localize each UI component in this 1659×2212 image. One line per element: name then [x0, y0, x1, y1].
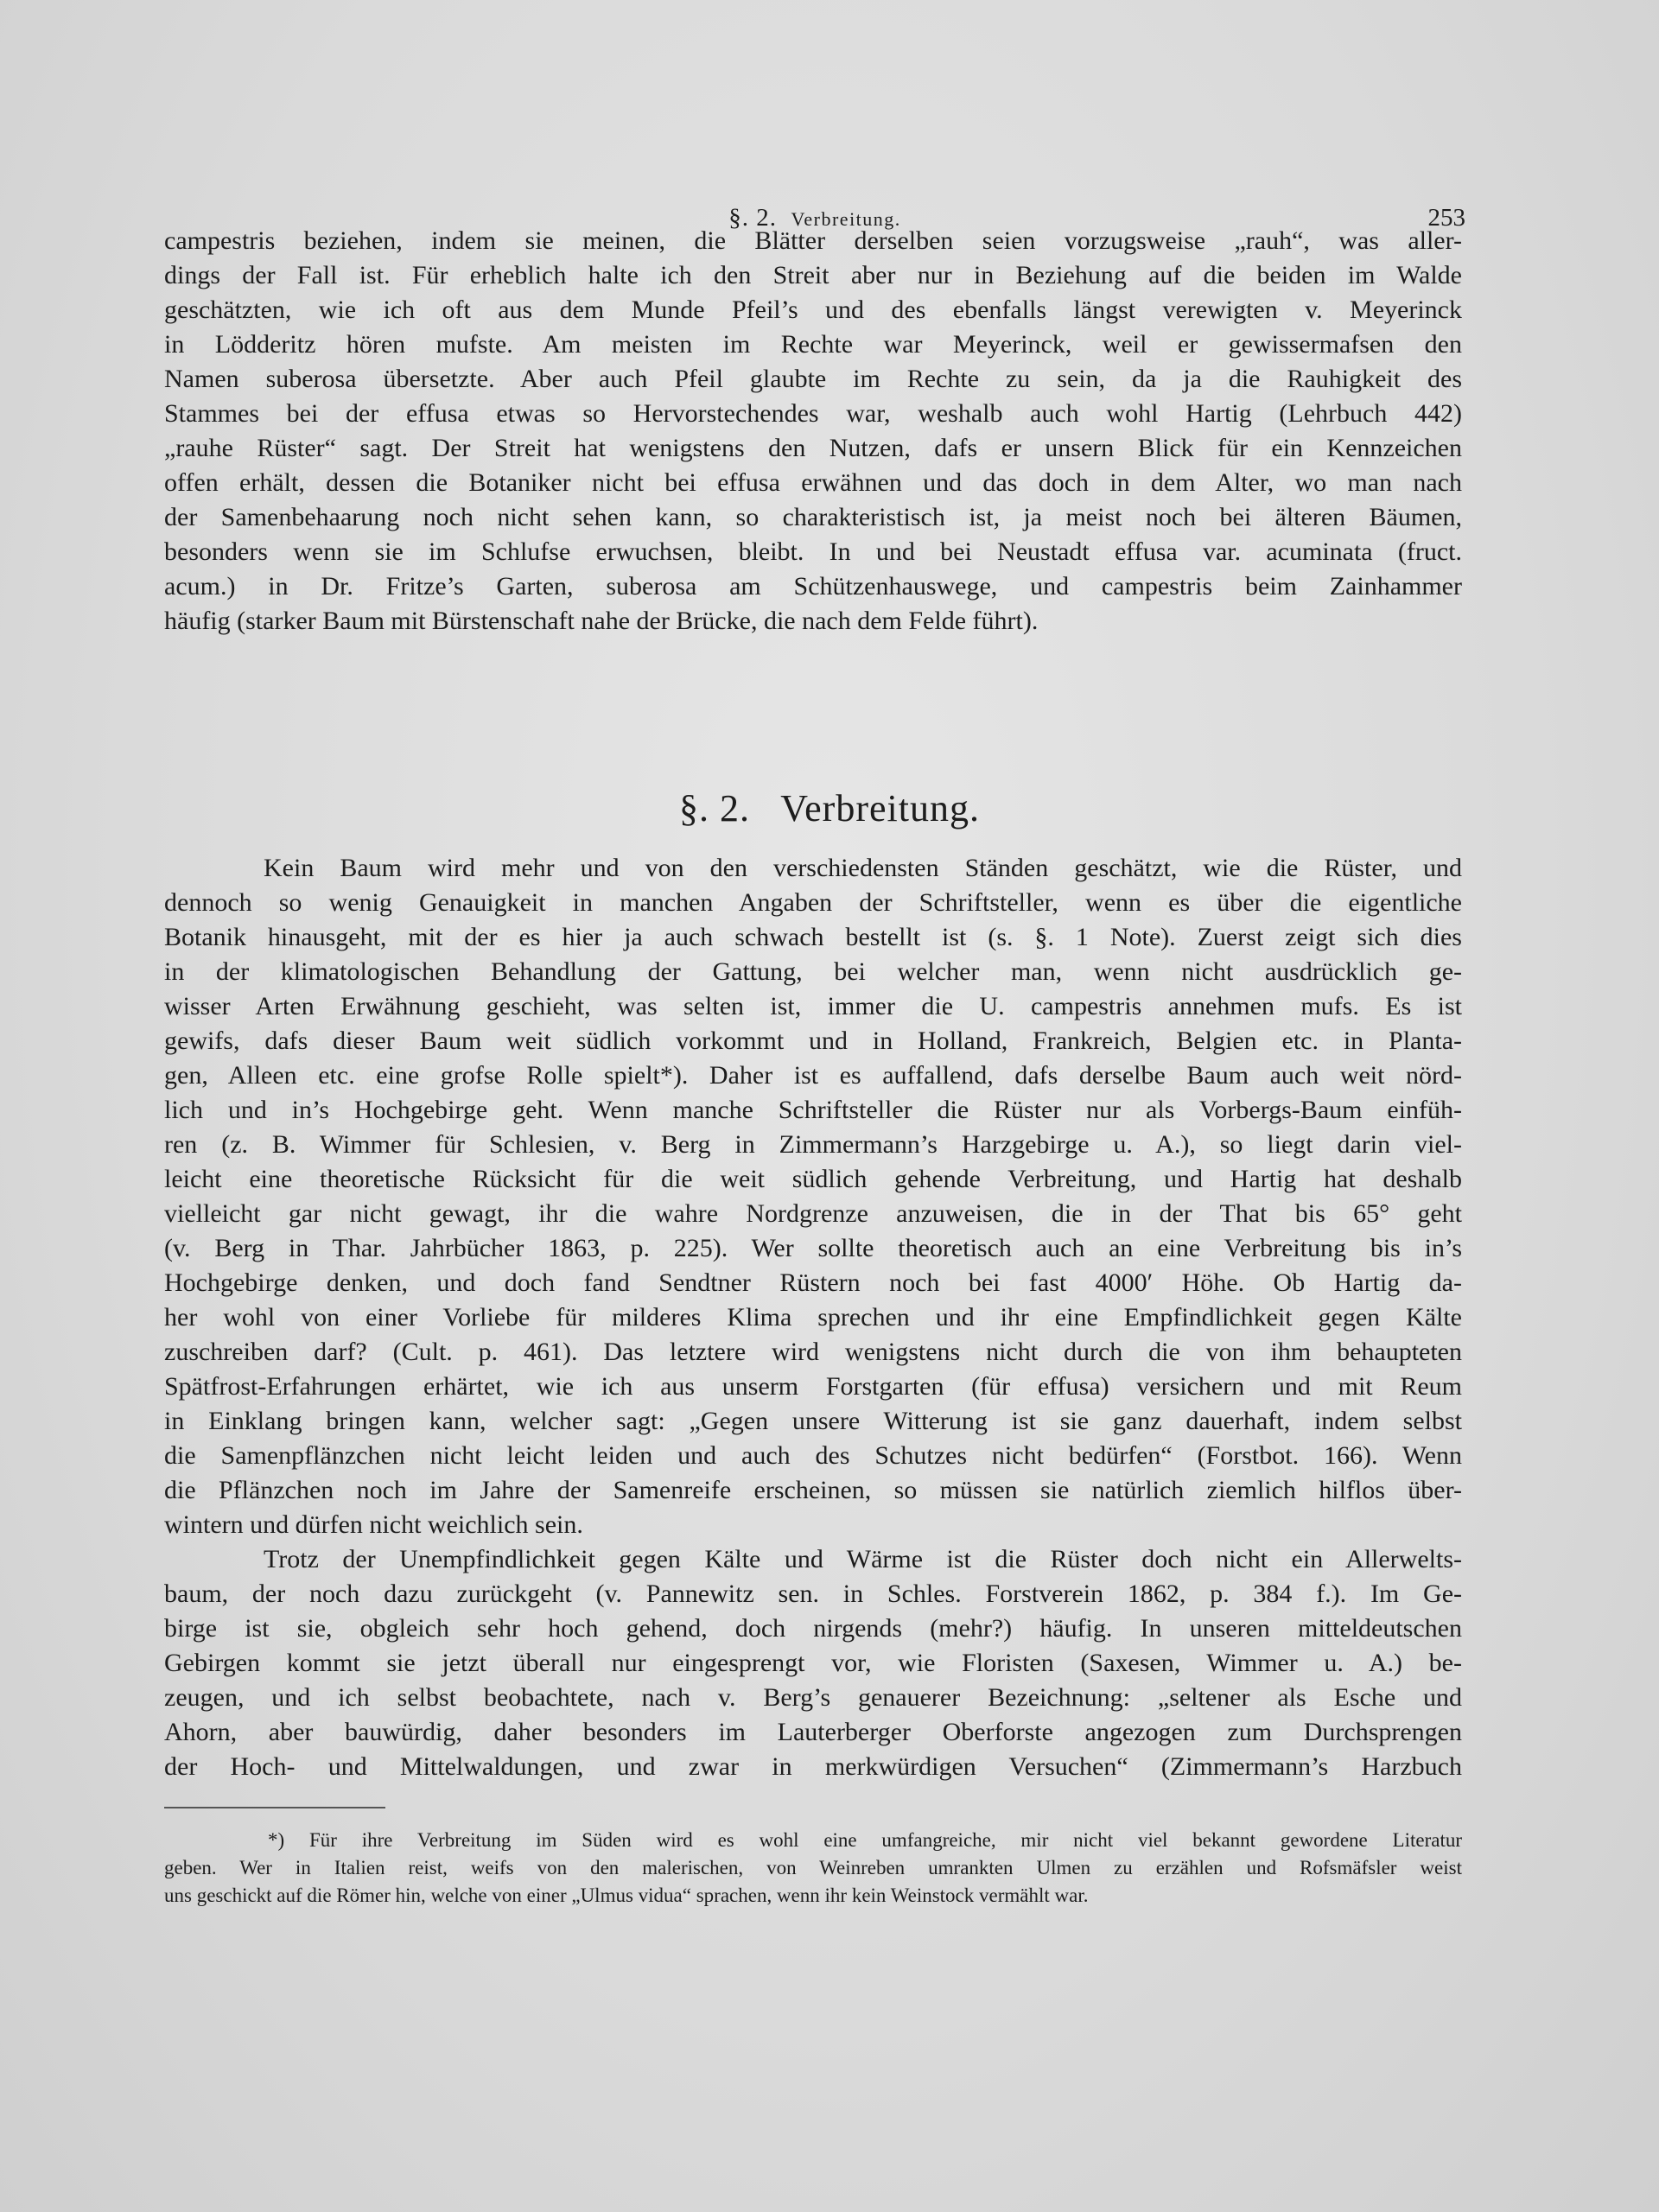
footnote-line: geben. Wer in Italien reist, weifs von den malerischen, von Weinreben umrankten Ulmen zu erzählen und Rofsmäfsler weist [164, 1857, 1462, 1878]
continued-paragraph [164, 224, 1462, 639]
header-section-mark: §. 2. [728, 204, 777, 232]
text-line: zeugen, und ich selbst beobachtete, nach v. Berg’s genauerer Bezeichnung: „seltener als Esche und [164, 1683, 1462, 1712]
text-line: die Pflänzchen noch im Jahre der Samenreife erscheinen, so müssen sie natürlich ziemlich hilflos über- [164, 1476, 1462, 1504]
section-heading: §. 2. Verbreitung. [679, 787, 980, 830]
text-line: wisser Arten Erwähnung geschieht, was selten ist, immer die U. campestris annehmen mufs. Es ist [164, 992, 1462, 1020]
footnote [164, 1827, 1462, 1910]
text-line: geschätzten, wie ich oft aus dem Munde Pfeil’s und des ebenfalls längst verewigten v. Meyerinck [164, 296, 1462, 324]
text-line: dennoch so wenig Genauigkeit in manchen Angaben der Schriftsteller, wenn es über die eigentliche [164, 888, 1462, 917]
text-line: Stammes bei der effusa etwas so Hervorstechendes war, weshalb auch wohl Hartig (Lehrbuch 442) [164, 399, 1462, 428]
text-line: der Hoch- und Mittelwaldungen, und zwar in merkwürdigen Versuchen“ (Zimmermann’s Harzbuch [164, 1752, 1462, 1781]
text-line: ren (z. B. Wimmer für Schlesien, v. Berg in Zimmermann’s Harzgebirge u. A.), so liegt darin viel- [164, 1130, 1462, 1159]
text-line: die Samenpflänzchen nicht leicht leiden und auch des Schutzes nicht bedürfen“ (Forstbot. 166). Wenn [164, 1441, 1462, 1470]
text-line: in der klimatologischen Behandlung der Gattung, bei welcher man, wenn nicht ausdrücklich ge- [164, 957, 1462, 986]
page-number: 253 [1427, 204, 1465, 232]
text-line: offen erhält, dessen die Botaniker nicht bei effusa erwähnen und das doch in dem Alter, wo man nach [164, 468, 1462, 497]
footnote-divider [164, 1807, 385, 1808]
main-text [164, 851, 1462, 1784]
text-line: campestris beziehen, indem sie meinen, die Blätter derselben seien vorzugsweise „rauh“, was aller- [164, 226, 1462, 255]
header-title: Verbreitung. [791, 208, 901, 230]
text-line: Hochgebirge denken, und doch fand Sendtner Rüstern noch bei fast 4000′ Höhe. Ob Hartig da- [164, 1268, 1462, 1297]
text-line: in Einklang bringen kann, welcher sagt: „Gegen unsere Witterung ist sie ganz dauerhaft, indem selbst [164, 1407, 1462, 1435]
text-line: Kein Baum wird mehr und von den verschiedensten Ständen geschätzt, wie die Rüster, und [264, 854, 1462, 882]
text-line: (v. Berg in Thar. Jahrbücher 1863, p. 225). Wer sollte theoretisch auch an eine Verbreitung bis in’s [164, 1234, 1462, 1262]
text-line: gen, Alleen etc. eine grofse Rolle spielt*). Daher ist es auffallend, dafs derselbe Baum auch weit nörd- [164, 1061, 1462, 1090]
footnote-line: *) Für ihre Verbreitung im Süden wird es wohl eine umfangreiche, mir nicht viel bekannt gewordene Literatur [268, 1829, 1462, 1851]
text-line: Namen suberosa übersetzte. Aber auch Pfeil glaubte im Rechte zu sein, da ja die Rauhigkeit des [164, 365, 1462, 393]
footnote-line: uns geschickt auf die Römer hin, welche von einer „Ulmus vidua“ sprachen, wenn ihr kein Weinstock vermählt war. [164, 1885, 1089, 1906]
text-line: wintern und dürfen nicht weichlich sein. [164, 1510, 583, 1539]
text-line: birge ist sie, obgleich sehr hoch gehend, doch nirgends (mehr?) häufig. In unseren mitteldeutschen [164, 1614, 1462, 1643]
text-line: Botanik hinausgeht, mit der es hier ja auch schwach bestellt ist (s. §. 1 Note). Zuerst zeigt sich dies [164, 923, 1462, 951]
text-line: lich und in’s Hochgebirge geht. Wenn manche Schriftsteller die Rüster nur als Vorbergs-Baum einfüh- [164, 1096, 1462, 1124]
text-line: dings der Fall ist. Für erheblich halte ich den Streit aber nur in Beziehung auf die beiden im Walde [164, 261, 1462, 289]
text-line: Gebirgen kommt sie jetzt überall nur eingesprengt vor, wie Floristen (Saxesen, Wimmer u. A.) be- [164, 1649, 1462, 1677]
text-line: leicht eine theoretische Rücksicht für die weit südlich gehende Verbreitung, und Hartig hat deshalb [164, 1165, 1462, 1193]
text-line: baum, der noch dazu zurückgeht (v. Pannewitz sen. in Schles. Forstverein 1862, p. 384 f.). Im Ge- [164, 1580, 1462, 1608]
text-line: häufig (starker Baum mit Bürstenschaft nahe der Brücke, die nach dem Felde führt). [164, 607, 1039, 635]
text-line: in Lödderitz hören mufste. Am meisten im Rechte war Meyerinck, weil er gewissermafsen den [164, 330, 1462, 359]
text-line: Ahorn, aber bauwürdig, daher besonders im Lauterberger Oberforste angezogen zum Durchsprengen [164, 1718, 1462, 1746]
text-line: acum.) in Dr. Fritze’s Garten, suberosa am Schützenhauswege, und campestris beim Zainhammer [164, 572, 1462, 601]
text-line: zuschreiben darf? (Cult. p. 461). Das letztere wird wenigstens nicht durch die von ihm behaupteten [164, 1338, 1462, 1366]
text-line: Trotz der Unempfindlichkeit gegen Kälte und Wärme ist die Rüster doch nicht ein Allerwelts- [264, 1545, 1462, 1573]
text-line: Spätfrost-Erfahrungen erhärtet, wie ich aus unserm Forstgarten (für effusa) versichern und mit Reum [164, 1372, 1462, 1401]
text-line: vielleicht gar nicht gewagt, ihr die wahre Nordgrenze anzuweisen, die in der That bis 65° geht [164, 1199, 1462, 1228]
text-line: her wohl von einer Vorliebe für milderes Klima sprechen und ihr eine Empfindlichkeit gegen Kälte [164, 1303, 1462, 1332]
text-line: der Samenbehaarung noch nicht sehen kann, so charakteristisch ist, ja meist noch bei älteren Bäumen, [164, 503, 1462, 531]
text-line: besonders wenn sie im Schlufse erwuchsen, bleibt. In und bei Neustadt effusa var. acuminata (fruct. [164, 537, 1462, 566]
text-line: „rauhe Rüster“ sagt. Der Streit hat wenigstens den Nutzen, dafs er unsern Blick für ein Kennzeichen [164, 434, 1462, 462]
text-line: gewifs, dafs dieser Baum weit südlich vorkommt und in Holland, Frankreich, Belgien etc. in Planta- [164, 1027, 1462, 1055]
